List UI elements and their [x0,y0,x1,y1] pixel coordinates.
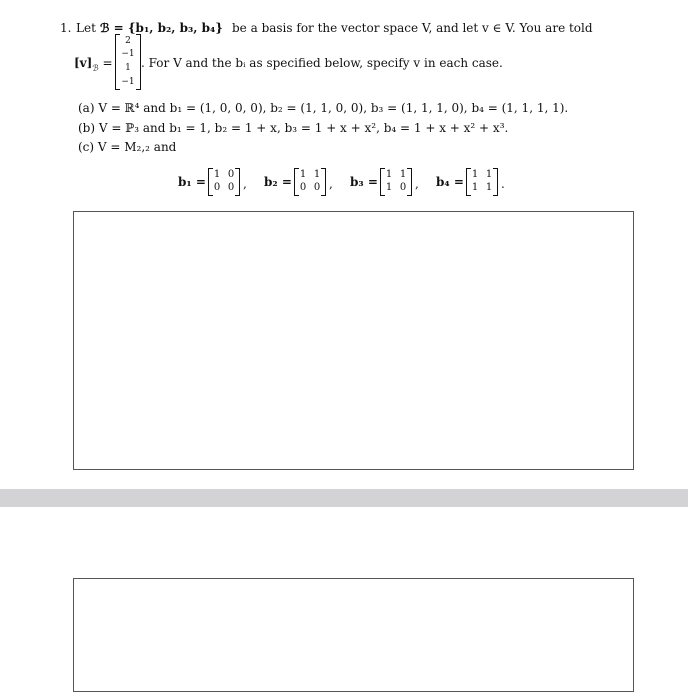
coord-label-text: [v] [74,56,93,70]
coord-after: . For V and the bᵢ as specified below, specify v in each case. [141,56,503,70]
matrix-cell: 0 [399,182,407,193]
matrix-b3 [380,168,412,196]
intro-rest: be a basis for the vector space V, and let v ∈ V. You are told [232,21,593,35]
matrix-cell: 1 [385,182,393,193]
matrix-cell: 1 [485,169,493,180]
matrix-cell: 0 [227,182,235,193]
section-divider [0,489,688,507]
matrix-cell: 1 [299,169,307,180]
matrix-label-b1: b₁ = [178,175,206,189]
matrix-cell: 0 [313,182,321,193]
part-b: (b) V = ℙ₃ and b₁ = 1, b₂ = 1 + x, b₃ = 1 + x + x², b₄ = 1 + x + x² + x³. [78,121,509,135]
vector-entry: 1 [125,63,131,73]
vector-entry: −1 [121,77,135,87]
coord-label [74,56,113,73]
matrix-label-b2: b₂ = [264,175,292,189]
matrix-cell: 0 [213,182,221,193]
answer-box-1[interactable] [73,211,634,470]
matrix-cell: 0 [227,169,235,180]
matrix-cell: 1 [213,169,221,180]
vector-entry: −1 [121,49,135,59]
matrix-b4 [466,168,498,196]
matrix-sep: , [243,177,247,191]
matrix-cell: 1 [471,169,479,180]
answer-box-2[interactable] [73,578,634,692]
matrix-cell: 1 [385,169,393,180]
coord-eq: = [102,56,113,70]
matrix-label-b4: b₄ = [436,175,464,189]
vector-entry: 2 [125,36,131,46]
part-a: (a) V = ℝ⁴ and b₁ = (1, 0, 0, 0), b₂ = (1, 1, 0, 0), b₃ = (1, 1, 1, 0), b₄ = (1, 1, 1, 1). [78,101,569,115]
matrix-cell: 1 [485,182,493,193]
matrix-cell: 1 [399,169,407,180]
part-c: (c) V = M₂,₂ and [78,140,177,154]
matrix-sep: , [329,177,333,191]
intro-let: Let [76,21,96,35]
matrix-cell: 0 [299,182,307,193]
matrix-sep: , [415,177,419,191]
matrix-cell: 1 [471,182,479,193]
coordinate-vector [115,34,141,90]
coord-label-sub: ℬ [92,63,99,73]
matrix-b1 [208,168,240,196]
problem-number: 1. [60,21,72,35]
intro-basis: ℬ = {b₁, b₂, b₃, b₄} [100,21,223,35]
matrix-sep: . [501,177,505,191]
matrix-label-b3: b₃ = [350,175,378,189]
matrix-b2 [294,168,326,196]
matrix-cell: 1 [313,169,321,180]
